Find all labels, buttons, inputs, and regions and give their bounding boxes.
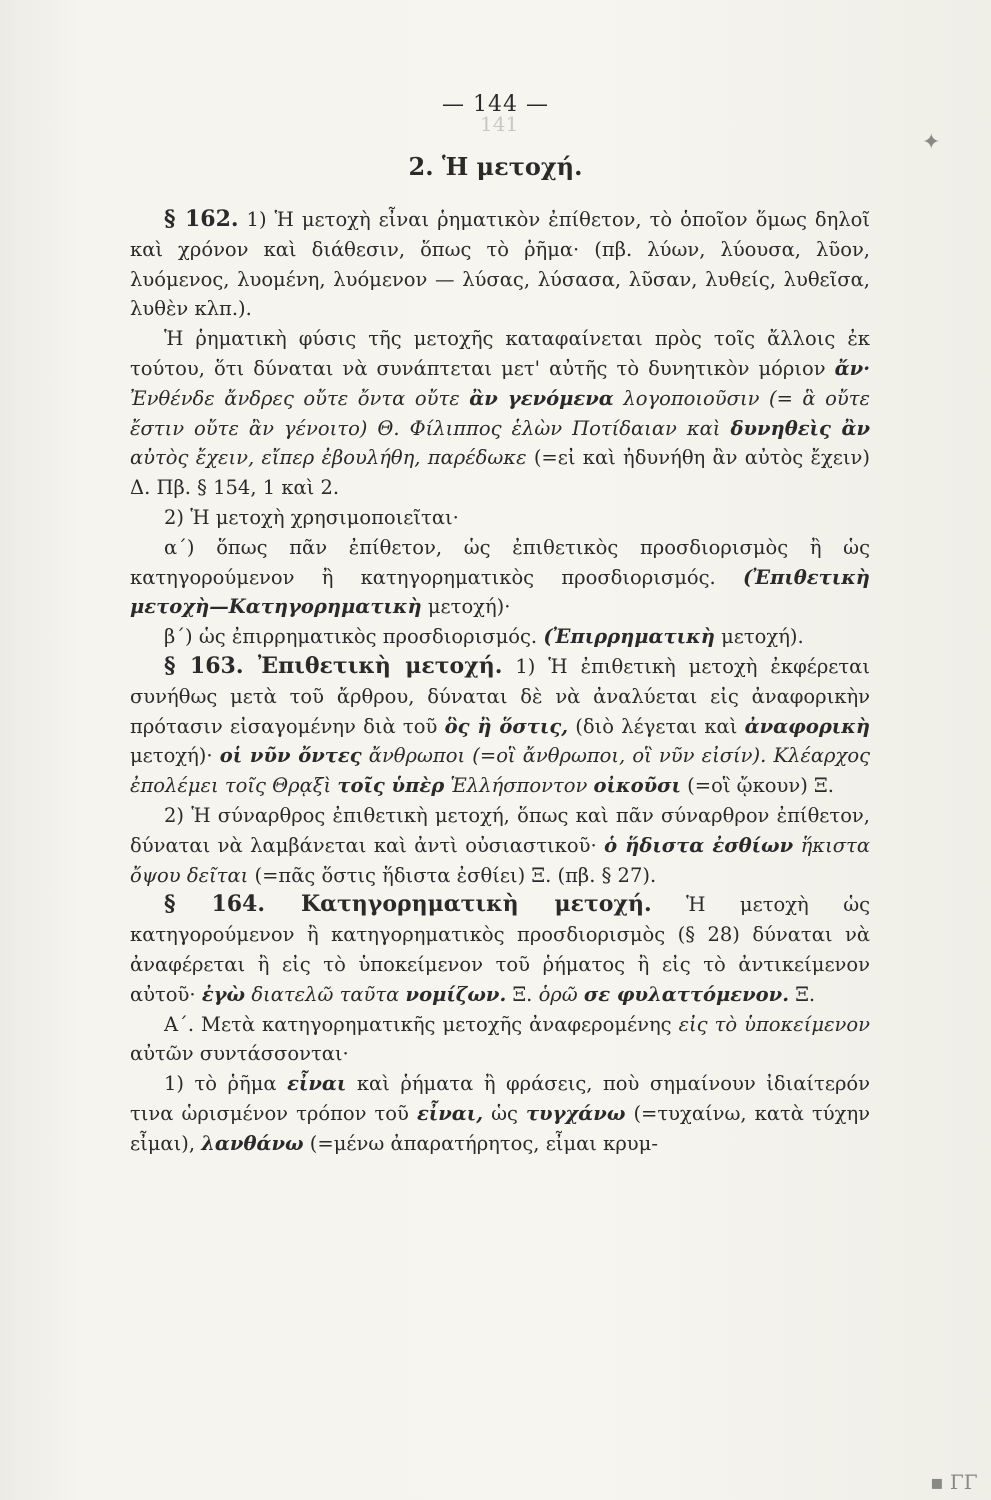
- paragraph-163: § 163. Ἐπιθετικὴ μετοχή. 1) Ἡ ἐπιθετικὴ μετοχὴ ἐκφέρεται συνήθως μετὰ τοῦ ἄρθρου, δύναται δὲ νὰ ἀναλύεται εἰς ἀναφορικὴν πρότασιν εἰσαγομένην διὰ τοῦ ὃς ἢ ὅστις, (διὸ λέγεται καὶ ἀναφορικὴ μετοχή)· οἱ νῦν ὄντες ἄνθρωποι (=οἳ ἄνθρωποι, οἳ νῦν εἰσίν). Κλέαρχος ἐπολέμει τοῖς Θρᾳξὶ τοῖς ὑπὲρ Ἑλλήσποντον οἰκοῦσι (=οἳ ᾤκουν) Ξ.: [130, 652, 871, 798]
- paragraph-1: 1) τὸ ῥῆμα εἶναι καὶ ῥήματα ἢ φράσεις, ποὺ σημαίνουν ἰδιαίτερόν τινα ὡρισμένον τρόπον τοῦ εἶναι, ὡς τυγχάνω (=τυχαίνω, κατὰ τύχην εἶμαι), λανθάνω (=μένω ἀπαρατήρητος, εἶμαι κρυμ-: [130, 1072, 870, 1155]
- section-title: 2. Ἡ μετοχή.: [408, 152, 583, 181]
- paragraph-163b: 2) Ἡ σύναρθρος ἐπιθετικὴ μετοχή, ὅπως καὶ πᾶν σύναρθρον ἐπίθετον, δύναται νὰ λαμβάνεται καὶ ἀντὶ οὐσιαστικοῦ· ὁ ἥδιστα ἐσθίων ἥκιστα ὄψου δεῖται (=πᾶς ὅστις ἥδιστα ἐσθίει) Ξ. (πβ. § 27).: [130, 803, 870, 887]
- body-text: [130, 205, 870, 1159]
- margin-mark-icon: ✦: [922, 130, 941, 155]
- paragraph-162d: α΄) ὅπως πᾶν ἐπίθετον, ὡς ἐπιθετικὸς προσδιορισμὸς ἢ ὡς κατηγορούμενον ἢ κατηγορηματικὸς προσδιορισμός. (Ἐπιθετικὴ μετοχὴ—Κατηγορηματικὴ μετοχή)·: [130, 535, 870, 619]
- paragraph-162e: β΄) ὡς ἐπιρρηματικὸς προσδιορισμός. (Ἐπιρρηματικὴ μετοχή).: [164, 625, 804, 649]
- bottom-mark: ▪ ΓΓ: [930, 1470, 978, 1494]
- page-number: — 144 —: [442, 92, 549, 117]
- bleed-through-number: 141: [480, 112, 519, 136]
- paragraph-162b: Ἡ ῥηματικὴ φύσις τῆς μετοχῆς καταφαίνεται πρὸς τοῖς ἄλλοις ἐκ τούτου, ὅτι δύναται νὰ συνάπτεται μετ' αὐτῆς τὸ δυνητικὸν μόριον ἄν· Ἐνθένδε ἄνδρες οὔτε ὄντα οὔτε ἂν γενόμενα λογοποιοῦσιν (= ἃ οὔτε ἔστιν οὔτε ἂν γένοιτο) Θ. Φίλιππος ἑλὼν Ποτίδαιαν καὶ δυνηθεὶς ἂν αὐτὸς ἔχειν, εἴπερ ἐβουλήθη, παρέδωκε (=εἰ καὶ ἠδυνήθη ἂν αὐτὸς ἔχειν) Δ. Πβ. § 154, 1 καὶ 2.: [130, 327, 870, 500]
- paragraph-A: Α΄. Μετὰ κατηγορηματικῆς μετοχῆς ἀναφερομένης εἰς τὸ ὑποκείμενον αὐτῶν συντάσσονται·: [130, 1012, 870, 1066]
- paragraph-162: § 162. 1) Ἡ μετοχὴ εἶναι ῥηματικὸν ἐπίθετον, τὸ ὁποῖον ὅμως δηλοῖ καὶ χρόνον καὶ διάθεσιν, ὅπως τὸ ῥῆμα· (πβ. λύων, λύουσα, λῦον, λυόμενος, λυομένη, λυόμενον — λύσας, λύσασα, λῦσαν, λυθείς, λυθεῖσα, λυθὲν κλπ.).: [130, 206, 871, 321]
- paragraph-164: § 164. Κατηγορηματικὴ μετοχή. Ἡ μετοχὴ ὡς κατηγορούμενον ἢ κατηγορηματικὸς προσδιορισμὸς (§ 28) δύναται νὰ ἀναφέρεται ἢ εἰς τὸ ὑποκείμενον τοῦ ῥήματος ἢ εἰς τὸ ἀντικείμενον αὐτοῦ· ἐγὼ διατελῶ ταῦτα νομίζων. Ξ. ὁρῶ σε φυλαττόμενον. Ξ.: [130, 891, 871, 1006]
- paragraph-162c: 2) Ἡ μετοχὴ χρησιμοποιεῖται·: [164, 505, 459, 529]
